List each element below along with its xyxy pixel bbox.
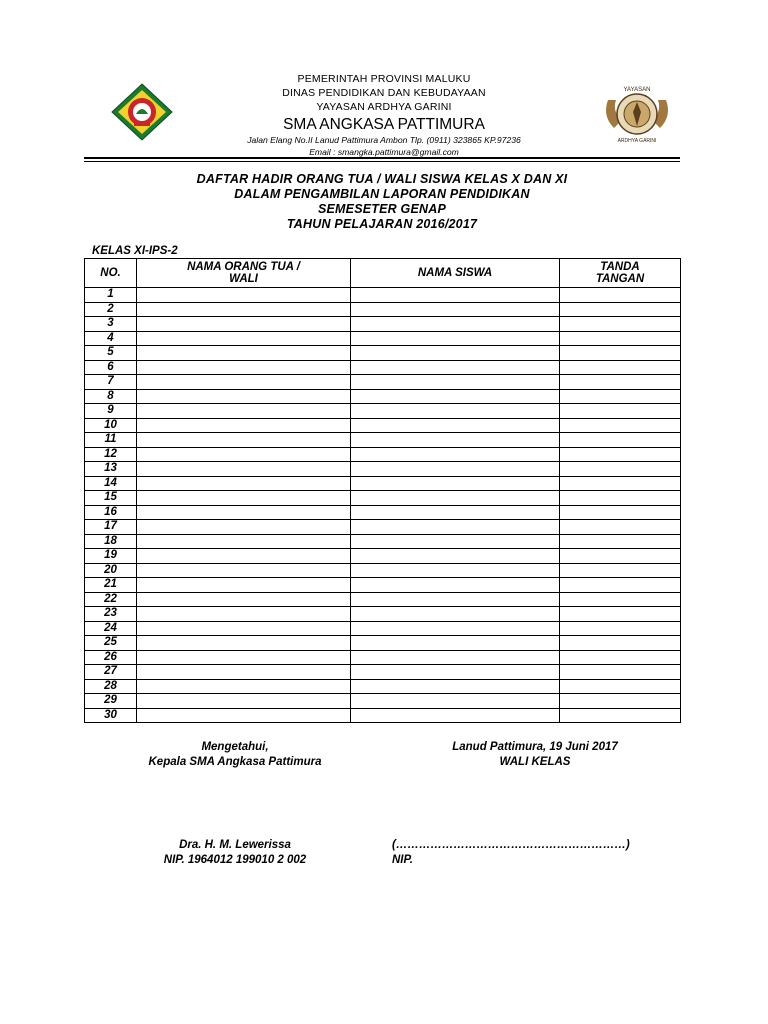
parent-name-cell bbox=[137, 288, 351, 303]
parent-name-cell bbox=[137, 389, 351, 404]
student-name-cell bbox=[351, 694, 560, 709]
parent-name-cell bbox=[137, 331, 351, 346]
row-number: 17 bbox=[85, 520, 137, 535]
parent-name-cell bbox=[137, 621, 351, 636]
school-name: SMA ANGKASA PATTIMURA bbox=[283, 116, 485, 133]
table-row bbox=[85, 621, 681, 636]
signature-cell bbox=[560, 331, 681, 346]
school-address: Jalan Elang No.II Lanud Pattimura Ambon Tlp. (0911) 323865 KP.97236 bbox=[247, 135, 521, 145]
parent-name-cell bbox=[137, 491, 351, 506]
parent-name-cell bbox=[137, 694, 351, 709]
row-number: 16 bbox=[85, 505, 137, 520]
row-number: 25 bbox=[85, 636, 137, 651]
student-name-cell bbox=[351, 447, 560, 462]
student-name-cell bbox=[351, 331, 560, 346]
parent-name-cell bbox=[137, 549, 351, 564]
table-row bbox=[85, 346, 681, 361]
homeroom-name-block bbox=[392, 838, 678, 868]
signature-cell bbox=[560, 549, 681, 564]
parent-name-cell bbox=[137, 708, 351, 723]
student-name-cell bbox=[351, 288, 560, 303]
student-name-cell bbox=[351, 476, 560, 491]
row-number: 15 bbox=[85, 491, 137, 506]
table-row bbox=[85, 491, 681, 506]
student-name-cell bbox=[351, 491, 560, 506]
table-row bbox=[85, 375, 681, 390]
table-row bbox=[85, 607, 681, 622]
parent-name-cell bbox=[137, 534, 351, 549]
table-row bbox=[85, 578, 681, 593]
signature-cell bbox=[560, 418, 681, 433]
parent-name-cell bbox=[137, 520, 351, 535]
class-label: KELAS XI-IPS-2 bbox=[92, 245, 178, 257]
signature-cell bbox=[560, 679, 681, 694]
row-number: 22 bbox=[85, 592, 137, 607]
student-name-cell bbox=[351, 708, 560, 723]
row-number: 28 bbox=[85, 679, 137, 694]
student-name-cell bbox=[351, 665, 560, 680]
row-number: 18 bbox=[85, 534, 137, 549]
student-name-cell bbox=[351, 549, 560, 564]
signature-cell bbox=[560, 694, 681, 709]
parent-name-cell bbox=[137, 404, 351, 419]
table-row bbox=[85, 288, 681, 303]
letterhead-rule-thin bbox=[84, 161, 680, 162]
signature-cell bbox=[560, 346, 681, 361]
table-row bbox=[85, 404, 681, 419]
table-row bbox=[85, 592, 681, 607]
row-number: 19 bbox=[85, 549, 137, 564]
title-line-2: DALAM PENGAMBILAN LAPORAN PENDIDIKAN bbox=[234, 187, 530, 201]
parent-name-cell bbox=[137, 505, 351, 520]
student-name-cell bbox=[351, 621, 560, 636]
headmaster-nip: NIP. 1964012 199010 2 002 bbox=[163, 854, 307, 866]
letterhead-rule-thick bbox=[84, 157, 680, 159]
signature-cell bbox=[560, 360, 681, 375]
signature-cell bbox=[560, 404, 681, 419]
parent-name-cell bbox=[137, 650, 351, 665]
parent-name-cell bbox=[137, 578, 351, 593]
signature-cell bbox=[560, 621, 681, 636]
signature-cell bbox=[560, 462, 681, 477]
table-row bbox=[85, 360, 681, 375]
signature-cell bbox=[560, 375, 681, 390]
parent-name-cell bbox=[137, 665, 351, 680]
signature-cell bbox=[560, 708, 681, 723]
student-name-cell bbox=[351, 534, 560, 549]
student-name-cell bbox=[351, 607, 560, 622]
signature-cell bbox=[560, 491, 681, 506]
student-name-cell bbox=[351, 418, 560, 433]
table-body bbox=[85, 288, 681, 723]
title-line-1: DAFTAR HADIR ORANG TUA / WALI SISWA KELAS X DAN XI bbox=[196, 172, 568, 186]
table-row bbox=[85, 505, 681, 520]
parent-name-cell bbox=[137, 346, 351, 361]
row-number: 4 bbox=[85, 331, 137, 346]
signature-cell bbox=[560, 578, 681, 593]
title-line-4: TAHUN PELAJARAN 2016/2017 bbox=[286, 217, 478, 231]
homeroom-title: WALI KELAS bbox=[499, 756, 571, 768]
signature-cell bbox=[560, 389, 681, 404]
homeroom-signature-block bbox=[392, 740, 678, 770]
headmaster-name-block bbox=[100, 838, 370, 868]
row-number: 29 bbox=[85, 694, 137, 709]
table-row bbox=[85, 317, 681, 332]
parent-name-cell bbox=[137, 375, 351, 390]
student-name-cell bbox=[351, 360, 560, 375]
table-row bbox=[85, 447, 681, 462]
table-row bbox=[85, 520, 681, 535]
header-student-name: NAMA SISWA bbox=[351, 259, 560, 288]
row-number: 2 bbox=[85, 302, 137, 317]
signature-cell bbox=[560, 665, 681, 680]
signature-cell bbox=[560, 288, 681, 303]
signature-cell bbox=[560, 505, 681, 520]
parent-name-cell bbox=[137, 592, 351, 607]
parent-name-cell bbox=[137, 433, 351, 448]
parent-name-cell bbox=[137, 302, 351, 317]
parent-name-cell bbox=[137, 563, 351, 578]
signature-cell bbox=[560, 476, 681, 491]
signature-cell bbox=[560, 302, 681, 317]
signature-cell bbox=[560, 520, 681, 535]
table-row bbox=[85, 534, 681, 549]
student-name-cell bbox=[351, 636, 560, 651]
letterhead bbox=[180, 72, 588, 158]
signature-cell bbox=[560, 433, 681, 448]
table-row bbox=[85, 665, 681, 680]
header-no: NO. bbox=[85, 259, 137, 288]
table-row bbox=[85, 462, 681, 477]
student-name-cell bbox=[351, 404, 560, 419]
row-number: 14 bbox=[85, 476, 137, 491]
parent-name-cell bbox=[137, 679, 351, 694]
signature-cell bbox=[560, 650, 681, 665]
student-name-cell bbox=[351, 679, 560, 694]
place-date: Lanud Pattimura, 19 Juni 2017 bbox=[452, 741, 618, 753]
maluku-emblem-logo bbox=[110, 82, 174, 142]
signature-cell bbox=[560, 607, 681, 622]
headmaster-name: Dra. H. M. Lewerissa bbox=[179, 839, 291, 851]
headmaster-acknowledgement bbox=[100, 740, 370, 770]
student-name-cell bbox=[351, 389, 560, 404]
signature-cell bbox=[560, 636, 681, 651]
table-row bbox=[85, 476, 681, 491]
student-name-cell bbox=[351, 317, 560, 332]
headmaster-title: Kepala SMA Angkasa Pattimura bbox=[148, 756, 322, 768]
province-line: PEMERINTAH PROVINSI MALUKU bbox=[297, 73, 471, 85]
department-line: DINAS PENDIDIKAN DAN KEBUDAYAAN bbox=[282, 87, 486, 99]
parent-name-cell bbox=[137, 607, 351, 622]
student-name-cell bbox=[351, 433, 560, 448]
title-line-3: SEMESETER GENAP bbox=[317, 202, 447, 216]
row-number: 13 bbox=[85, 462, 137, 477]
table-header-row bbox=[85, 259, 681, 288]
student-name-cell bbox=[351, 592, 560, 607]
student-name-cell bbox=[351, 505, 560, 520]
school-email: Email : smangka.pattimura@gmail.com bbox=[309, 146, 459, 157]
header-signature: TANDA TANGAN bbox=[560, 259, 681, 288]
row-number: 30 bbox=[85, 708, 137, 723]
row-number: 7 bbox=[85, 375, 137, 390]
acknowledged-label: Mengetahui, bbox=[201, 741, 269, 753]
table-row bbox=[85, 679, 681, 694]
foundation-line: YAYASAN ARDHYA GARINI bbox=[316, 101, 452, 113]
row-number: 5 bbox=[85, 346, 137, 361]
table-row bbox=[85, 418, 681, 433]
row-number: 27 bbox=[85, 665, 137, 680]
row-number: 9 bbox=[85, 404, 137, 419]
row-number: 11 bbox=[85, 433, 137, 448]
signature-cell bbox=[560, 447, 681, 462]
attendance-table bbox=[84, 258, 681, 723]
signature-cell bbox=[560, 317, 681, 332]
row-number: 3 bbox=[85, 317, 137, 332]
row-number: 12 bbox=[85, 447, 137, 462]
table-row bbox=[85, 302, 681, 317]
row-number: 23 bbox=[85, 607, 137, 622]
header-parent-name: NAMA ORANG TUA / WALI bbox=[137, 259, 351, 288]
svg-text:YAYASAN: YAYASAN bbox=[623, 87, 651, 93]
parent-name-cell bbox=[137, 636, 351, 651]
table-row bbox=[85, 694, 681, 709]
table-row bbox=[85, 549, 681, 564]
parent-name-cell bbox=[137, 317, 351, 332]
parent-name-cell bbox=[137, 418, 351, 433]
row-number: 24 bbox=[85, 621, 137, 636]
parent-name-cell bbox=[137, 476, 351, 491]
parent-name-cell bbox=[137, 462, 351, 477]
table-row bbox=[85, 650, 681, 665]
signature-cell bbox=[560, 534, 681, 549]
table-row bbox=[85, 433, 681, 448]
table-row bbox=[85, 563, 681, 578]
svg-text:ARDHYA GARINI: ARDHYA GARINI bbox=[617, 138, 657, 144]
document-title bbox=[84, 172, 680, 232]
table-row bbox=[85, 636, 681, 651]
row-number: 26 bbox=[85, 650, 137, 665]
row-number: 10 bbox=[85, 418, 137, 433]
student-name-cell bbox=[351, 346, 560, 361]
table-row bbox=[85, 389, 681, 404]
parent-name-cell bbox=[137, 360, 351, 375]
student-name-cell bbox=[351, 578, 560, 593]
student-name-cell bbox=[351, 462, 560, 477]
signature-cell bbox=[560, 563, 681, 578]
row-number: 6 bbox=[85, 360, 137, 375]
signature-cell bbox=[560, 592, 681, 607]
table-row bbox=[85, 708, 681, 723]
student-name-cell bbox=[351, 650, 560, 665]
row-number: 20 bbox=[85, 563, 137, 578]
ardhya-garini-logo bbox=[600, 82, 674, 144]
student-name-cell bbox=[351, 520, 560, 535]
student-name-cell bbox=[351, 375, 560, 390]
parent-name-cell bbox=[137, 447, 351, 462]
homeroom-nip: NIP. bbox=[392, 854, 413, 866]
row-number: 8 bbox=[85, 389, 137, 404]
table-row bbox=[85, 331, 681, 346]
homeroom-name-blank: (……………………………………………………) bbox=[392, 839, 630, 851]
student-name-cell bbox=[351, 302, 560, 317]
row-number: 21 bbox=[85, 578, 137, 593]
student-name-cell bbox=[351, 563, 560, 578]
row-number: 1 bbox=[85, 288, 137, 303]
